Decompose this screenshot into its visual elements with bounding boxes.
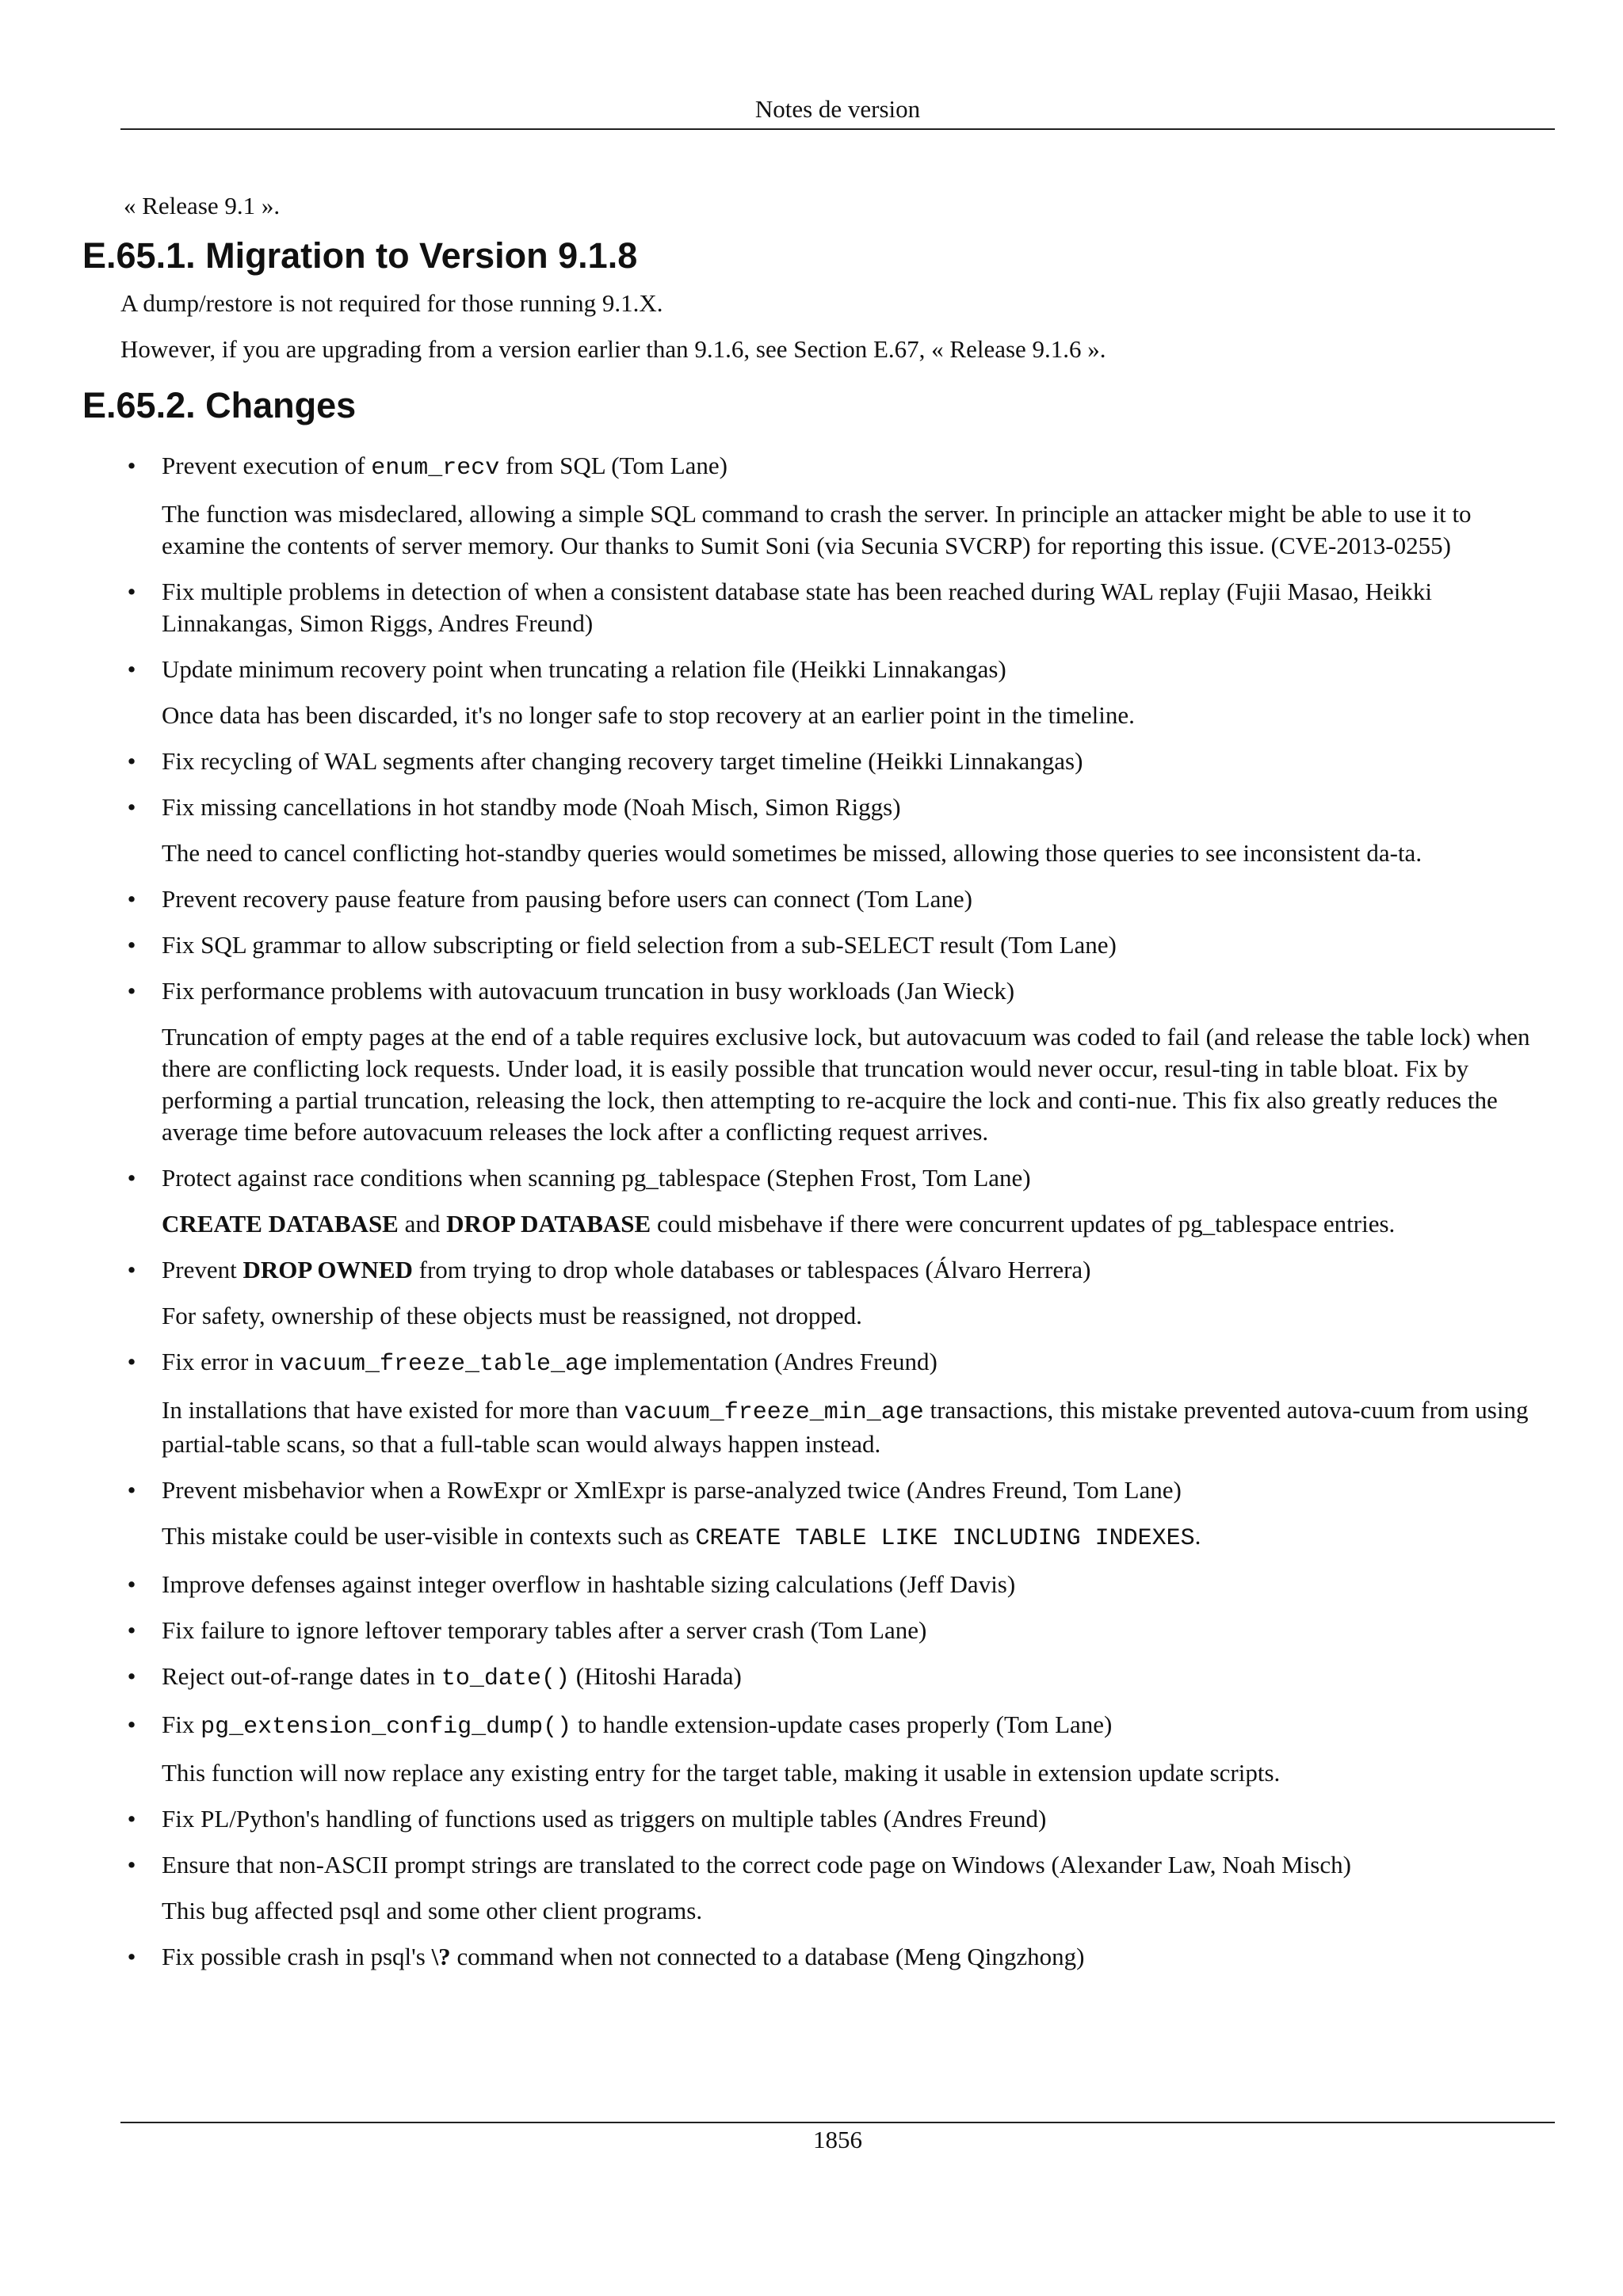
running-header: Notes de version <box>754 95 921 123</box>
bullet: • <box>127 747 136 775</box>
bullet: • <box>127 1348 136 1375</box>
bullet: • <box>127 1851 136 1878</box>
page-content <box>82 190 1555 1987</box>
item-text: In installations that have existed for more than <box>162 1396 624 1424</box>
item-summary: Fix multiple problems in detection of when a consistent database state has been reached during WAL replay (Fujii Masao, Heikki Linnakangas, Simon Riggs, Andres Freund) <box>162 578 1432 637</box>
item-summary <box>162 1941 1555 1973</box>
item-text: . <box>1194 1522 1201 1550</box>
sql-command: DROP OWNED <box>242 1256 413 1283</box>
list-item <box>120 576 1555 639</box>
item-summary: Ensure that non-ASCII prompt strings are translated to the correct code page on Windows (Alexander Law, Noah Misch) <box>162 1851 1351 1878</box>
item-text: command when not connected to a database (Meng Qingzhong) <box>450 1943 1085 1970</box>
page-number: 1856 <box>813 2126 862 2153</box>
item-detail: The need to cancel conflicting hot-standby queries would sometimes be missed, allowing those queries to see inconsistent da-ta. <box>162 839 1423 867</box>
bullet: • <box>127 1805 136 1833</box>
list-item <box>120 1615 1555 1646</box>
sql-command: CREATE DATABASE <box>162 1210 399 1238</box>
item-detail: This bug affected psql and some other client programs. <box>162 1897 703 1924</box>
changes-heading: E.65.2. Changes <box>82 385 357 425</box>
bullet: • <box>127 1711 136 1738</box>
sql-command: DROP DATABASE <box>446 1210 651 1238</box>
item-summary: Update minimum recovery point when truncating a relation file (Heikki Linnakangas) <box>162 655 1006 683</box>
bullet: • <box>127 1662 136 1690</box>
list-item <box>120 746 1555 777</box>
bullet: • <box>127 578 136 605</box>
item-text: transactions, this mistake prevented autova-cuum from using partial-table scans, so that a full-table scan would always happen instead. <box>162 1396 1529 1458</box>
list-item <box>120 1849 1555 1927</box>
item-summary <box>162 1346 1555 1380</box>
migration-heading: E.65.1. Migration to Version 9.1.8 <box>82 235 638 276</box>
item-summary <box>162 1709 1555 1743</box>
code-literal: enum_recv <box>371 455 500 482</box>
bullet: • <box>127 931 136 959</box>
item-summary: Fix SQL grammar to allow subscripting or field selection from a sub-SELECT result (Tom Lane) <box>162 931 1117 959</box>
bullet: • <box>127 1476 136 1504</box>
item-text: Fix error in <box>162 1348 280 1375</box>
item-text: from SQL (Tom Lane) <box>499 452 727 479</box>
bullet: • <box>127 1570 136 1598</box>
code-literal: vacuum_freeze_table_age <box>279 1351 609 1378</box>
item-detail: The function was misdeclared, allowing a simple SQL command to crash the server. In principle an attacker might be able to use it to examine the contents of server memory. Our thanks to Sumit Soni (via Secunia SVCRP) for reporting this issue. (CVE-2013-0255) <box>162 500 1472 559</box>
code-literal: CREATE TABLE LIKE INCLUDING INDEXES <box>695 1525 1195 1552</box>
item-text: from trying to drop whole databases or tablespaces (Álvaro Herrera) <box>412 1256 1091 1283</box>
bullet: • <box>127 977 136 1005</box>
item-detail: For safety, ownership of these objects must be reassigned, not dropped. <box>162 1302 862 1329</box>
list-item <box>120 791 1555 869</box>
bullet: • <box>127 885 136 913</box>
item-text: (Hitoshi Harada) <box>569 1662 742 1690</box>
list-item <box>120 1941 1555 1973</box>
item-text: Fix <box>162 1711 201 1738</box>
intro-text: « Release 9.1 ». <box>124 192 281 219</box>
item-text: Fix possible crash in psql's <box>162 1943 432 1970</box>
item-detail <box>162 1394 1555 1460</box>
code-literal: pg_extension_config_dump() <box>200 1714 572 1741</box>
item-detail: Truncation of empty pages at the end of a table requires exclusive lock, but autovacuum was coded to fail (and release the table lock) when there are conflicting lock requests. Under load, it is easily possible that truncation would never occur, resul-ting in table bloat. Fix by performing a partial truncation, releasing the lock, then attempting to re-acquire the lock and conti-nue. This fix also greatly reduces the average time before autovacuum releases the lock after a conflicting request arrives. <box>162 1023 1530 1146</box>
item-detail: This function will now replace any existing entry for the target table, making it usable in extension update scripts. <box>162 1759 1281 1787</box>
item-summary <box>162 1661 1555 1695</box>
list-item <box>120 1474 1555 1554</box>
list-item <box>120 1162 1555 1240</box>
bullet: • <box>127 793 136 821</box>
header-rule <box>120 128 1555 130</box>
item-summary: Protect against race conditions when scanning pg_tablespace (Stephen Frost, Tom Lane) <box>162 1164 1031 1192</box>
migration-paragraph-2: However, if you are upgrading from a version earlier than 9.1.6, see Section E.67, « Release 9.1.6 ». <box>120 335 1106 363</box>
item-summary: Fix performance problems with autovacuum truncation in busy workloads (Jan Wieck) <box>162 977 1015 1005</box>
bullet: • <box>127 1256 136 1283</box>
list-item <box>120 1709 1555 1789</box>
footer-rule <box>120 2122 1555 2123</box>
code-literal: vacuum_freeze_min_age <box>624 1399 924 1426</box>
bullet: • <box>127 1943 136 1970</box>
item-summary: Improve defenses against integer overflow in hashtable sizing calculations (Jeff Davis) <box>162 1570 1016 1598</box>
migration-paragraph-1: A dump/restore is not required for those running 9.1.X. <box>120 289 663 317</box>
list-item <box>120 450 1555 562</box>
list-item <box>120 1661 1555 1695</box>
item-text: implementation (Andres Freund) <box>608 1348 938 1375</box>
item-summary: Fix missing cancellations in hot standby mode (Noah Misch, Simon Riggs) <box>162 793 901 821</box>
item-summary <box>162 450 1555 484</box>
item-summary: Prevent recovery pause feature from pausing before users can connect (Tom Lane) <box>162 885 972 913</box>
item-text: to handle extension-update cases properly (Tom Lane) <box>571 1711 1113 1738</box>
changes-list <box>120 450 1555 1973</box>
list-item <box>120 929 1555 961</box>
item-summary: Fix PL/Python's handling of functions used as triggers on multiple tables (Andres Freund) <box>162 1805 1047 1833</box>
item-detail: Once data has been discarded, it's no longer safe to stop recovery at an earlier point in the timeline. <box>162 701 1135 729</box>
item-text: and <box>398 1210 447 1238</box>
item-summary: Prevent misbehavior when a RowExpr or XmlExpr is parse-analyzed twice (Andres Freund, Tom Lane) <box>162 1476 1182 1504</box>
bullet: • <box>127 1164 136 1192</box>
bullet: • <box>127 655 136 683</box>
item-summary: Fix recycling of WAL segments after changing recovery target timeline (Heikki Linnakangas) <box>162 747 1083 775</box>
item-text: This mistake could be user-visible in contexts such as <box>162 1522 696 1550</box>
item-text: Prevent execution of <box>162 452 372 479</box>
list-item <box>120 1569 1555 1600</box>
bullet: • <box>127 452 136 479</box>
list-item <box>120 975 1555 1148</box>
code-literal: to_date() <box>441 1665 570 1692</box>
item-text: Prevent <box>162 1256 243 1283</box>
list-item <box>120 1254 1555 1332</box>
bullet: • <box>127 1616 136 1644</box>
list-item <box>120 654 1555 731</box>
list-item <box>120 883 1555 915</box>
psql-command: \? <box>431 1943 451 1970</box>
item-text: Reject out-of-range dates in <box>162 1662 441 1690</box>
item-detail <box>162 1520 1555 1554</box>
item-summary <box>162 1254 1555 1286</box>
item-text: could misbehave if there were concurrent updates of pg_tablespace entries. <box>651 1210 1396 1238</box>
item-summary: Fix failure to ignore leftover temporary tables after a server crash (Tom Lane) <box>162 1616 927 1644</box>
list-item <box>120 1346 1555 1460</box>
item-detail <box>162 1208 1555 1240</box>
list-item <box>120 1803 1555 1835</box>
